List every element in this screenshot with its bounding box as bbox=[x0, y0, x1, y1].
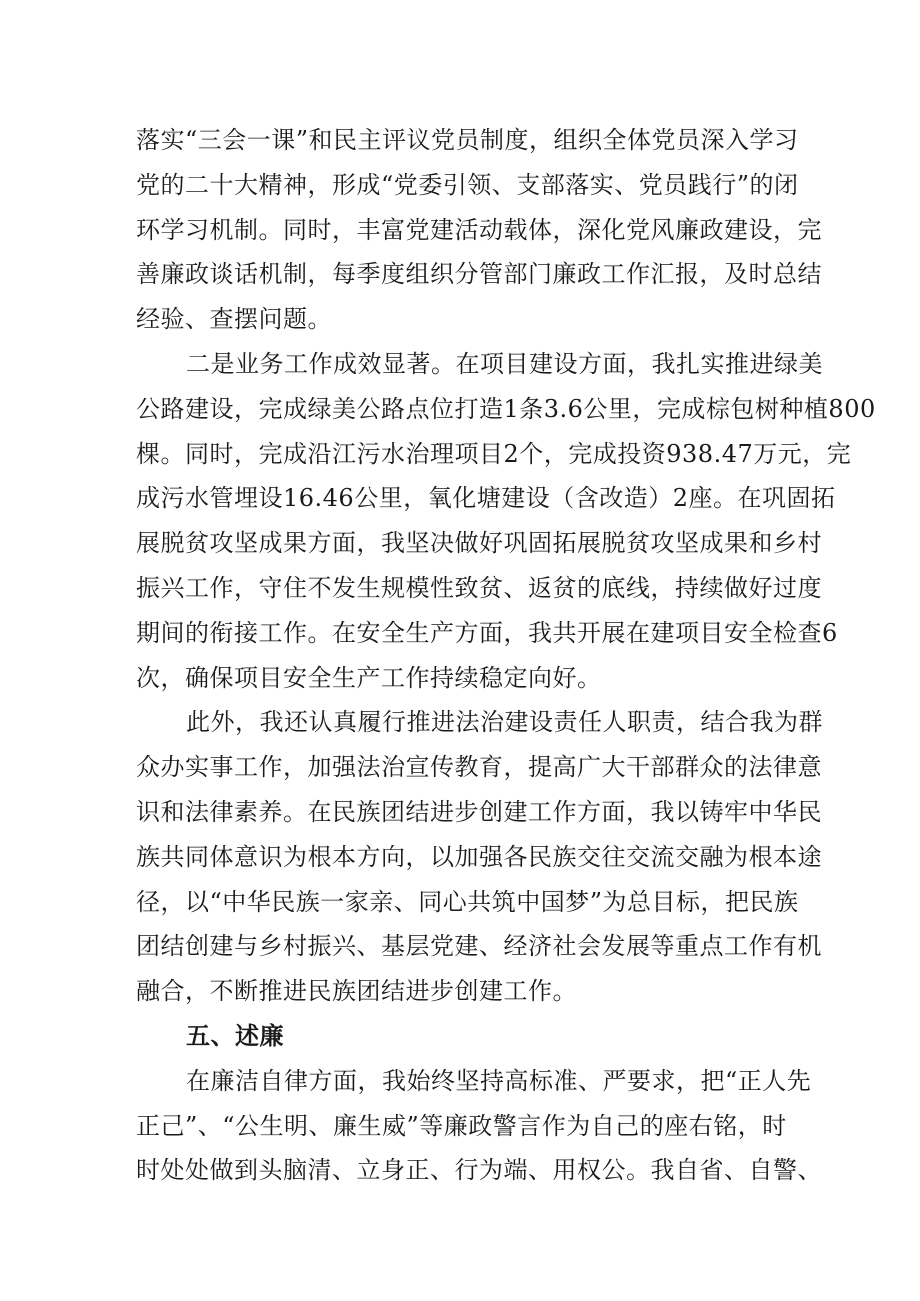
text-line: 族共同体意识为根本方向，以加强各民族交往交流交融为根本途 bbox=[136, 842, 822, 871]
text-line: 环学习机制。同时，丰富党建活动载体，深化党风廉政建设，完 bbox=[136, 215, 822, 244]
section-heading: 五、述廉 bbox=[186, 1020, 284, 1050]
text-line: 棵。同时，完成沿江污水治理项目2个，完成投资938.47万元，完 bbox=[136, 439, 852, 468]
text-line: 公路建设，完成绿美公路点位打造1条3.6公里，完成棕包树种植800 bbox=[136, 394, 876, 423]
text-line: 期间的衔接工作。在安全生产方面，我共开展在建项目安全检查6 bbox=[136, 618, 838, 647]
text-line: 成污水管埋设16.46公里，氧化塘建设（含改造）2座。在巩固拓 bbox=[136, 484, 836, 513]
text-line: 正己”、“公生明、廉生威”等廉政警言作为自己的座右铭，时 bbox=[136, 1111, 787, 1140]
text-line: 径，以“中华民族一家亲、同心共筑中国梦”为总目标，把民族 bbox=[136, 887, 799, 916]
text-line: 时处处做到头脑清、立身正、行为端、用权公。我自省、自警、 bbox=[136, 1156, 822, 1185]
text-line: 次，确保项目安全生产工作持续稳定向好。 bbox=[136, 663, 602, 692]
text-line: 展脱贫攻坚成果方面，我坚决做好巩固拓展脱贫攻坚成果和乡村 bbox=[136, 529, 822, 558]
text-line: 党的二十大精神，形成“党委引领、支部落实、党员践行”的闭 bbox=[136, 170, 799, 199]
text-line: 众办实事工作，加强法治宣传教育，提高广大干部群众的法律意 bbox=[136, 753, 822, 782]
paragraph-start-line: 二是业务工作成效显著。在项目建设方面，我扎实推进绿美 bbox=[186, 349, 823, 378]
document-body bbox=[136, 118, 876, 1193]
text-line: 识和法律素养。在民族团结进步创建工作方面，我以铸牢中华民 bbox=[136, 797, 822, 826]
text-line: 善廉政谈话机制，每季度组织分管部门廉政工作汇报，及时总结 bbox=[136, 260, 822, 289]
text-line: 团结创建与乡村振兴、基层党建、经济社会发展等重点工作有机 bbox=[136, 932, 822, 961]
text-line: 经验、查摆问题。 bbox=[136, 305, 332, 334]
paragraph-start-line: 在廉洁自律方面，我始终坚持高标准、严要求，把“正人先 bbox=[186, 1066, 812, 1095]
text-line: 落实“三会一课”和民主评议党员制度，组织全体党员深入学习 bbox=[136, 126, 799, 154]
text-line: 振兴工作，守住不发生规模性致贫、返贫的底线，持续做好过度 bbox=[136, 573, 822, 602]
text-line: 融合，不断推进民族团结进步创建工作。 bbox=[136, 977, 577, 1006]
paragraph-start-line: 此外，我还认真履行推进法治建设责任人职责，结合我为群 bbox=[186, 708, 823, 737]
